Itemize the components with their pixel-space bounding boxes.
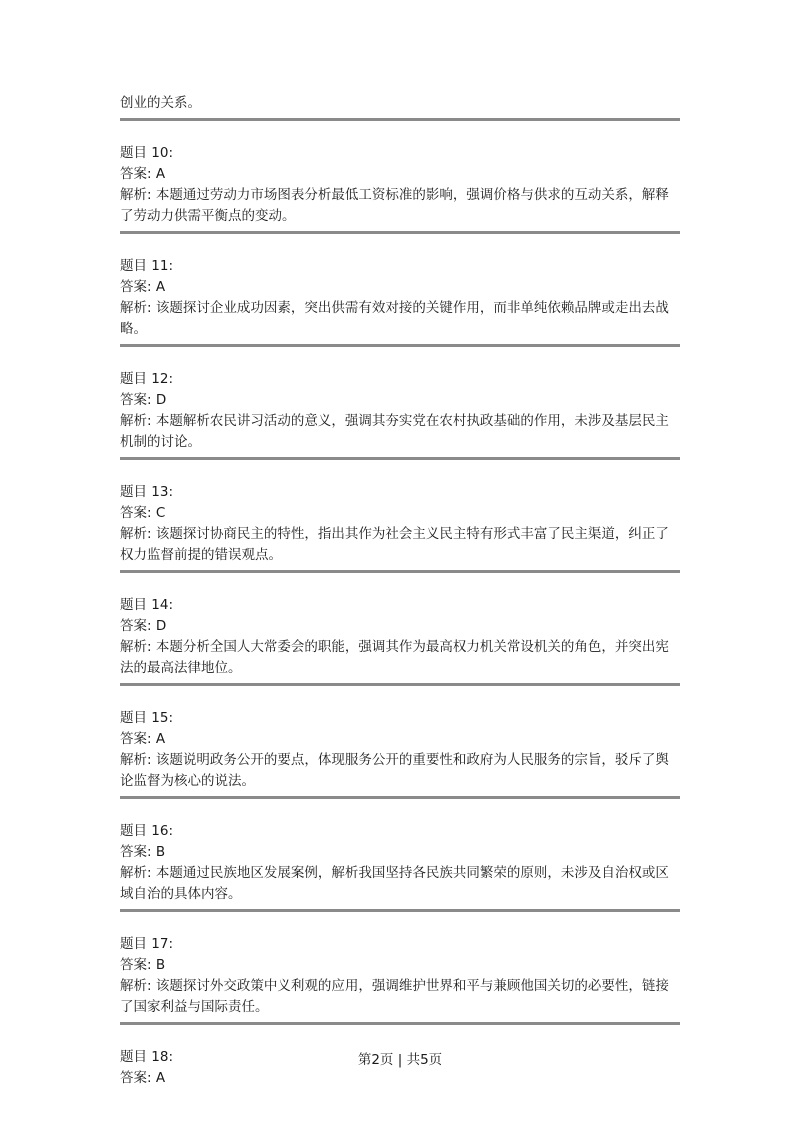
question-title: 题目 18: <box>120 1049 174 1065</box>
question-answer: 答案: C <box>120 505 166 521</box>
question-block <box>120 256 680 347</box>
continued-text: 创业的关系。 <box>120 95 201 111</box>
question-title: 题目 17: <box>120 936 174 952</box>
question-title: 题目 12: <box>120 371 174 387</box>
divider <box>120 231 680 234</box>
question-answer: 答案: A <box>120 166 166 182</box>
divider <box>120 909 680 912</box>
question-answer: 答案: A <box>120 731 166 747</box>
question-explanation: 解析: 本题通过劳动力市场图表分析最低工资标准的影响，强调价格与供求的互动关系，解释了劳动力供需平衡点的变动。 <box>120 187 669 224</box>
page-footer: 第2页 | 共5页 <box>357 1052 443 1068</box>
question-answer: 答案: D <box>120 392 167 408</box>
question-title: 题目 10: <box>120 145 174 161</box>
question-explanation: 解析: 本题通过民族地区发展案例，解析我国坚持各民族共同繁荣的原则，未涉及自治权或区域自治的具体内容。 <box>120 865 669 902</box>
question-explanation: 解析: 本题分析全国人大常委会的职能，强调其作为最高权力机关常设机关的角色，并突出宪法的最高法律地位。 <box>120 639 669 676</box>
divider <box>120 570 680 573</box>
question-explanation: 解析: 本题解析农民讲习活动的意义，强调其夯实党在农村执政基础的作用，未涉及基层民主机制的讨论。 <box>120 413 669 450</box>
question-answer: 答案: D <box>120 618 167 634</box>
divider <box>120 1022 680 1025</box>
question-title: 题目 11: <box>120 258 174 274</box>
question-explanation: 解析: 该题探讨协商民主的特性，指出其作为社会主义民主特有形式丰富了民主渠道，纠正了权力监督前提的错误观点。 <box>120 526 669 563</box>
question-explanation: 解析: 该题探讨外交政策中义利观的应用，强调维护世界和平与兼顾他国关切的必要性，链接了国家利益与国际责任。 <box>120 978 669 1015</box>
divider <box>120 118 680 121</box>
question-explanation: 解析: 该题探讨企业成功因素，突出供需有效对接的关键作用，而非单纯依赖品牌或走出去战略。 <box>120 300 669 337</box>
question-title: 题目 16: <box>120 823 174 839</box>
divider <box>120 683 680 686</box>
question-block <box>120 143 680 234</box>
question-block <box>120 821 680 912</box>
divider <box>120 796 680 799</box>
divider <box>120 457 680 460</box>
question-answer: 答案: B <box>120 957 166 973</box>
question-title: 题目 13: <box>120 484 174 500</box>
page-content <box>120 93 680 1089</box>
divider <box>120 344 680 347</box>
question-block <box>120 482 680 573</box>
question-block <box>120 369 680 460</box>
question-title: 题目 14: <box>120 597 174 613</box>
question-block <box>120 595 680 686</box>
question-block <box>120 934 680 1025</box>
question-answer: 答案: B <box>120 844 166 860</box>
question-block <box>120 708 680 799</box>
question-explanation: 解析: 该题说明政务公开的要点，体现服务公开的重要性和政府为人民服务的宗旨，驳斥了舆论监督为核心的说法。 <box>120 752 669 789</box>
question-answer: 答案: A <box>120 1070 166 1086</box>
question-answer: 答案: A <box>120 279 166 295</box>
question-title: 题目 15: <box>120 710 174 726</box>
